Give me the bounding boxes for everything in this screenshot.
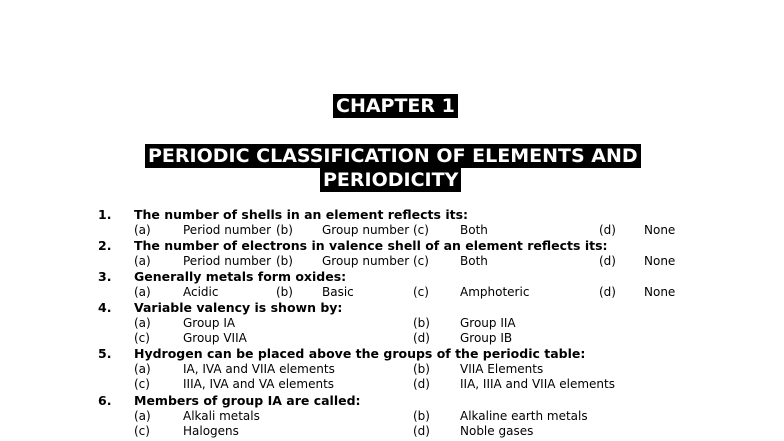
q6-option-b-letter: (b) (413, 409, 430, 423)
q6-option-c-letter: (c) (134, 424, 150, 438)
q4-option-b-text: Group IIA (460, 316, 516, 330)
q5-option-d-letter: (d) (413, 377, 430, 391)
q2-option-d-letter: (d) (599, 254, 616, 268)
q6-option-c-text: Halogens (183, 424, 239, 438)
question-5-number: 5. (98, 346, 112, 361)
q5-option-a-text: IA, IVA and VIIA elements (183, 362, 335, 376)
q5-option-b-text: VIIA Elements (460, 362, 544, 376)
q2-option-a-letter: (a) (134, 254, 151, 268)
q1-option-c-letter: (c) (413, 223, 429, 237)
q5-option-c-text: IIIA, IVA and VA elements (183, 377, 335, 391)
q3-option-b-letter: (b) (276, 285, 293, 299)
question-1-number: 1. (98, 207, 112, 222)
q6-option-d-letter: (d) (413, 424, 430, 438)
q1-option-b-text: Group number (322, 223, 410, 237)
question-6-text: Members of group IA are called: (134, 393, 361, 408)
q2-option-d-text: None (644, 254, 676, 268)
q4-option-b-letter: (b) (413, 316, 430, 330)
question-2-number: 2. (98, 238, 112, 253)
question-5-text: Hydrogen can be placed above the groups of the periodic table: (134, 346, 586, 361)
q1-option-b-letter: (b) (276, 223, 293, 237)
q1-option-a-letter: (a) (134, 223, 151, 237)
q5-option-b-letter: (b) (413, 362, 430, 376)
q4-option-c-letter: (c) (134, 331, 150, 345)
q3-option-d-text: None (644, 285, 676, 299)
q4-option-d-letter: (d) (413, 331, 430, 345)
q4-option-c-text: Group VIIA (183, 331, 247, 345)
q6-option-b-text: Alkaline earth metals (460, 409, 588, 423)
q6-option-d-text: Noble gases (460, 424, 534, 438)
q6-option-a-letter: (a) (134, 409, 151, 423)
q2-option-c-letter: (c) (413, 254, 429, 268)
q3-option-d-letter: (d) (599, 285, 616, 299)
q4-option-a-letter: (a) (134, 316, 151, 330)
q5-option-d-text: IIA, IIIA and VIIA elements (460, 377, 615, 391)
q5-option-a-letter: (a) (134, 362, 151, 376)
question-4-text: Variable valency is shown by: (134, 300, 343, 315)
q3-option-a-letter: (a) (134, 285, 151, 299)
question-3-number: 3. (98, 269, 112, 284)
q4-option-d-text: Group IB (460, 331, 513, 345)
chapter-title-line-1: PERIODIC CLASSIFICATION OF ELEMENTS AND (145, 144, 641, 168)
q3-option-c-letter: (c) (413, 285, 429, 299)
chapter-title-line-2: PERIODICITY (320, 168, 461, 192)
q5-option-c-letter: (c) (134, 377, 150, 391)
q1-option-c-text: Both (460, 223, 488, 237)
question-4-number: 4. (98, 300, 112, 315)
q3-option-a-text: Acidic (183, 285, 219, 299)
q3-option-c-text: Amphoteric (460, 285, 530, 299)
q1-option-d-letter: (d) (599, 223, 616, 237)
q2-option-b-text: Group number (322, 254, 410, 268)
q2-option-a-text: Period number (183, 254, 272, 268)
q4-option-a-text: Group IA (183, 316, 236, 330)
q3-option-b-text: Basic (322, 285, 354, 299)
question-3-text: Generally metals form oxides: (134, 269, 347, 284)
q2-option-c-text: Both (460, 254, 488, 268)
q1-option-d-text: None (644, 223, 676, 237)
q2-option-b-letter: (b) (276, 254, 293, 268)
chapter-heading: CHAPTER 1 (333, 94, 458, 118)
question-6-number: 6. (98, 393, 112, 408)
q1-option-a-text: Period number (183, 223, 272, 237)
question-2-text: The number of electrons in valence shell of an element reflects its: (134, 238, 608, 253)
q6-option-a-text: Alkali metals (183, 409, 260, 423)
question-1-text: The number of shells in an element reflects its: (134, 207, 469, 222)
